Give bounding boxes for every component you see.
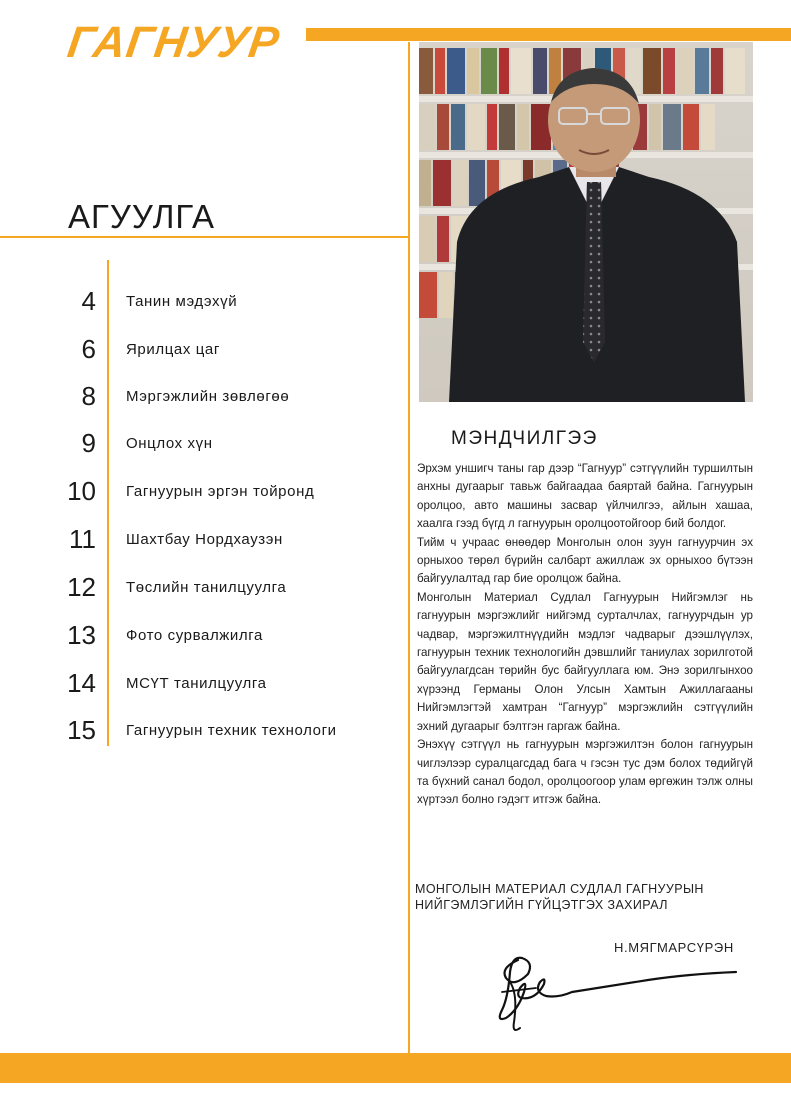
toc-page-number: 12 — [67, 572, 96, 602]
toc-item[interactable] — [0, 286, 400, 316]
toc-page-number: 15 — [67, 715, 96, 745]
toc-item-label: Шахтбау Нордхаузэн — [126, 531, 283, 548]
toc-item-label: Ярилцах цаг — [126, 341, 220, 358]
toc-page-number: 13 — [67, 620, 96, 650]
handwritten-signature — [488, 948, 748, 1038]
footer-accent-bar — [0, 1053, 791, 1083]
toc-item-label: Фото сурвалжилга — [126, 627, 263, 644]
toc-item[interactable] — [0, 524, 400, 554]
toc-item[interactable] — [0, 476, 400, 506]
toc-item-label: МСҮТ танилцуулга — [126, 675, 267, 692]
greeting-paragraph: Монголын Материал Судлал Гагнуурын Нийгэмлэг нь гагнуурын мэргэжлийг нийгэмд сурталчлах, гагнуурчдын ур чадвар, мэргэжилтнүүдийн мэдлэг чадварыг дээшлүүлэх, гагнуурын техник технологийн дэвшлийг таниулах зорилготой байгуулагдсан төрийн бус байгууллага юм. Энэ зорилгынхоо хүрээнд Германы Олон Улсын Хамтын Ажиллагааны Нийгэмлэгтэй хамтран “Гагнуур” мэргэжлийн сэтгүүлийн эхний дугаарыг бэлтгэн гаргаж байна. — [417, 590, 753, 733]
contents-underline — [0, 236, 410, 238]
toc-item-label: Мэргэжлийн зөвлөгөө — [126, 388, 290, 405]
greeting-paragraph: Эрхэм уншигч таны гар дээр “Гагнуур” сэтгүүлийн туршилтын анхны дугаарыг тавьж байгаадаа баяртай байна. Гагнуурын оролцоо, авто машины засвар үйлчилгээ, айлын хашаа, хаалга гээд бүгд л гагнуурын оролцоотойгоор бий болдог. — [417, 462, 753, 531]
toc-item[interactable] — [0, 715, 400, 745]
signer-organization — [415, 881, 704, 913]
toc-page-number: 14 — [67, 668, 96, 698]
signer-org-line: МОНГОЛЫН МАТЕРИАЛ СУДЛАЛ ГАГНУУРЫН — [415, 882, 704, 896]
contents-title: АГУУЛГА — [68, 198, 216, 235]
column-divider — [408, 42, 410, 1054]
toc-item[interactable] — [0, 620, 400, 650]
toc-item[interactable] — [0, 572, 400, 602]
signer-name: Н.МЯГМАРСҮРЭН — [614, 940, 734, 955]
toc-page-number: 4 — [81, 286, 96, 316]
toc-item-label: Гагнуурын техник технологи — [126, 722, 337, 739]
greeting-title: МЭНДЧИЛГЭЭ — [451, 428, 598, 449]
toc-item-label: Гагнуурын эргэн тойронд — [126, 483, 315, 500]
toc-page-number: 10 — [67, 476, 96, 506]
toc-item-label: Танин мэдэхүй — [126, 293, 238, 310]
toc-item[interactable] — [0, 334, 400, 364]
director-portrait-photo — [419, 42, 753, 402]
toc-page-number: 9 — [81, 428, 96, 458]
signer-org-line: НИЙГЭМЛЭГИЙН ГҮЙЦЭТГЭХ ЗАХИРАЛ — [415, 898, 668, 912]
toc-item-label: Төслийн танилцуулга — [126, 579, 287, 596]
header-accent-bar — [306, 28, 791, 41]
toc-page-number: 11 — [69, 524, 96, 554]
greeting-paragraph: Тийм ч учраас өнөөдөр Монголын олон зуун гагнуурчин эх орныхоо төрөл бүрийн салбарт ажиллаж эх орныхоо бүтээн байгуулалтад гар бие оролцож байна. — [417, 535, 753, 586]
magazine-logo: ГАГНУУР — [64, 18, 283, 67]
toc-item[interactable] — [0, 381, 400, 411]
toc-page-number: 8 — [81, 381, 96, 411]
toc-item[interactable] — [0, 668, 400, 698]
toc-item-label: Онцлох хүн — [126, 435, 213, 452]
greeting-body — [417, 460, 753, 810]
greeting-paragraph: Энэхүү сэтгүүл нь гагнуурын мэргэжилтэн болон гагнуурын чиглэлээр суралцагсдад бага ч гэсэн тус дэм болох төдийгүй та бүхний санал бодол, оролцоогоор улам өргөжин тэлж олны хүртээл болно гэдэгт итгэж байна. — [417, 738, 753, 807]
toc-item[interactable] — [0, 428, 400, 458]
toc-page-number: 6 — [81, 334, 96, 364]
